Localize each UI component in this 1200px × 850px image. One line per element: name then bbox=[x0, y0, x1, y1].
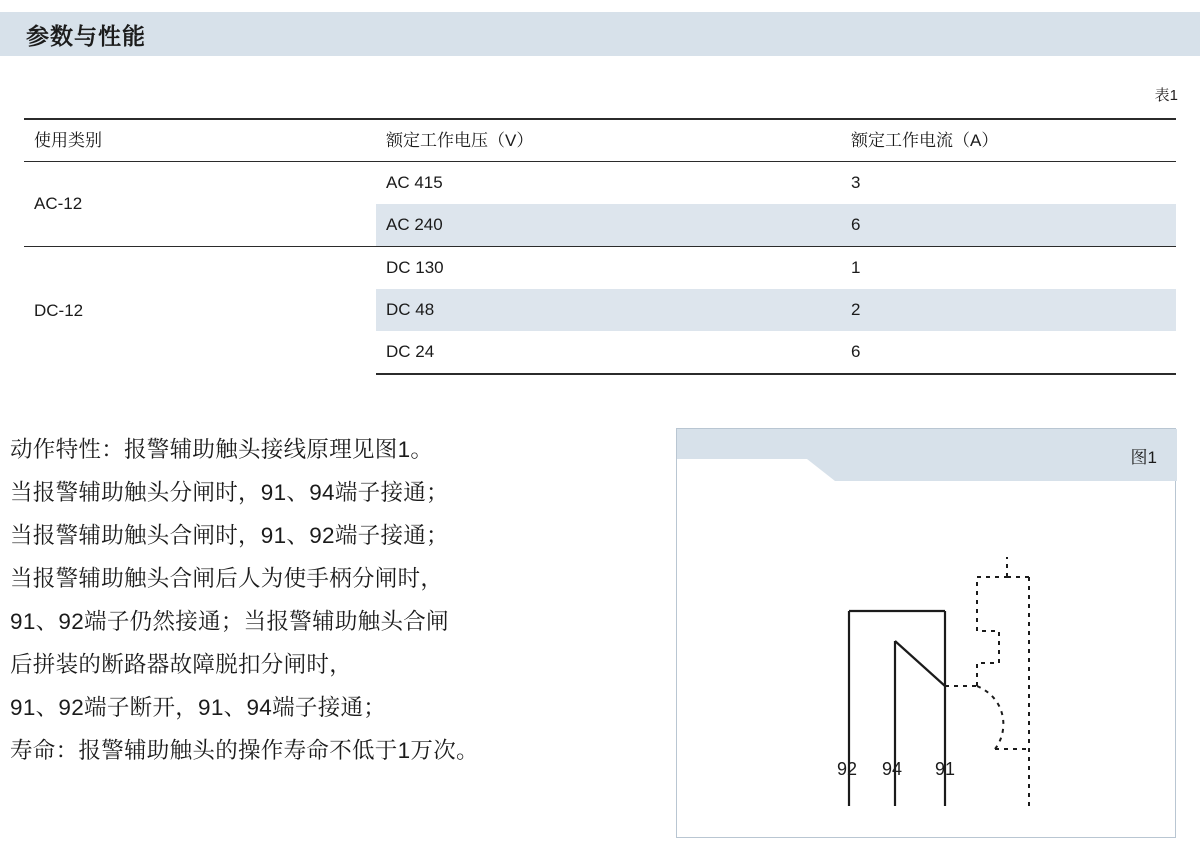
terminal-label-94: 94 bbox=[882, 759, 903, 779]
voltage-cell: DC 48 bbox=[376, 289, 841, 331]
table-row bbox=[24, 162, 1176, 205]
terminal-label-91: 91 bbox=[935, 759, 956, 779]
specification-table bbox=[24, 118, 1176, 375]
voltage-cell: AC 240 bbox=[376, 204, 841, 247]
voltage-cell: DC 130 bbox=[376, 247, 841, 290]
column-header-current: 额定工作电流（A） bbox=[841, 119, 1176, 162]
description-line: 91、92端子断开，91、94端子接通； bbox=[10, 695, 387, 720]
category-cell-dc12: DC-12 bbox=[24, 247, 376, 375]
voltage-cell: AC 415 bbox=[386, 173, 443, 192]
description-line: 91、92端子仍然接通；当报警辅助触头合闸 bbox=[10, 609, 449, 634]
current-cell: 2 bbox=[841, 289, 1176, 331]
current-cell: 1 bbox=[841, 247, 1176, 290]
page-header-band bbox=[0, 12, 1200, 56]
page-title: 参数与性能 bbox=[26, 22, 146, 49]
current-cell: 6 bbox=[841, 331, 1176, 374]
description-line: 当报警辅助触头分闸时，91、94端子接通； bbox=[10, 480, 449, 505]
table-row bbox=[24, 247, 1176, 290]
table-caption: 表1 bbox=[1154, 87, 1178, 104]
wiring-diagram-figure bbox=[676, 428, 1176, 838]
figure-terminal-labels bbox=[677, 759, 1175, 789]
table-header-row bbox=[24, 119, 1176, 162]
description-line: 后拼装的断路器故障脱扣分闸时， bbox=[10, 652, 353, 677]
column-header-category: 使用类别 bbox=[24, 119, 376, 162]
voltage-cell: DC 24 bbox=[376, 331, 841, 374]
column-header-voltage: 额定工作电压（V） bbox=[376, 119, 841, 162]
description-line: 当报警辅助触头合闸后人为使手柄分闸时， bbox=[10, 566, 444, 591]
current-cell: 6 bbox=[841, 204, 1176, 247]
description-line: 当报警辅助触头合闸时，91、92端子接通； bbox=[10, 523, 449, 548]
category-cell-ac12: AC-12 bbox=[34, 194, 83, 213]
figure-header-band bbox=[677, 429, 1177, 481]
description-line: 动作特性：报警辅助触头接线原理见图1。 bbox=[10, 437, 434, 462]
terminal-label-92: 92 bbox=[837, 759, 858, 779]
figure-label: 图1 bbox=[1130, 448, 1157, 467]
description-line: 寿命：报警辅助触头的操作寿命不低于1万次。 bbox=[10, 738, 479, 763]
description-text bbox=[10, 428, 660, 772]
current-cell: 3 bbox=[851, 173, 861, 192]
